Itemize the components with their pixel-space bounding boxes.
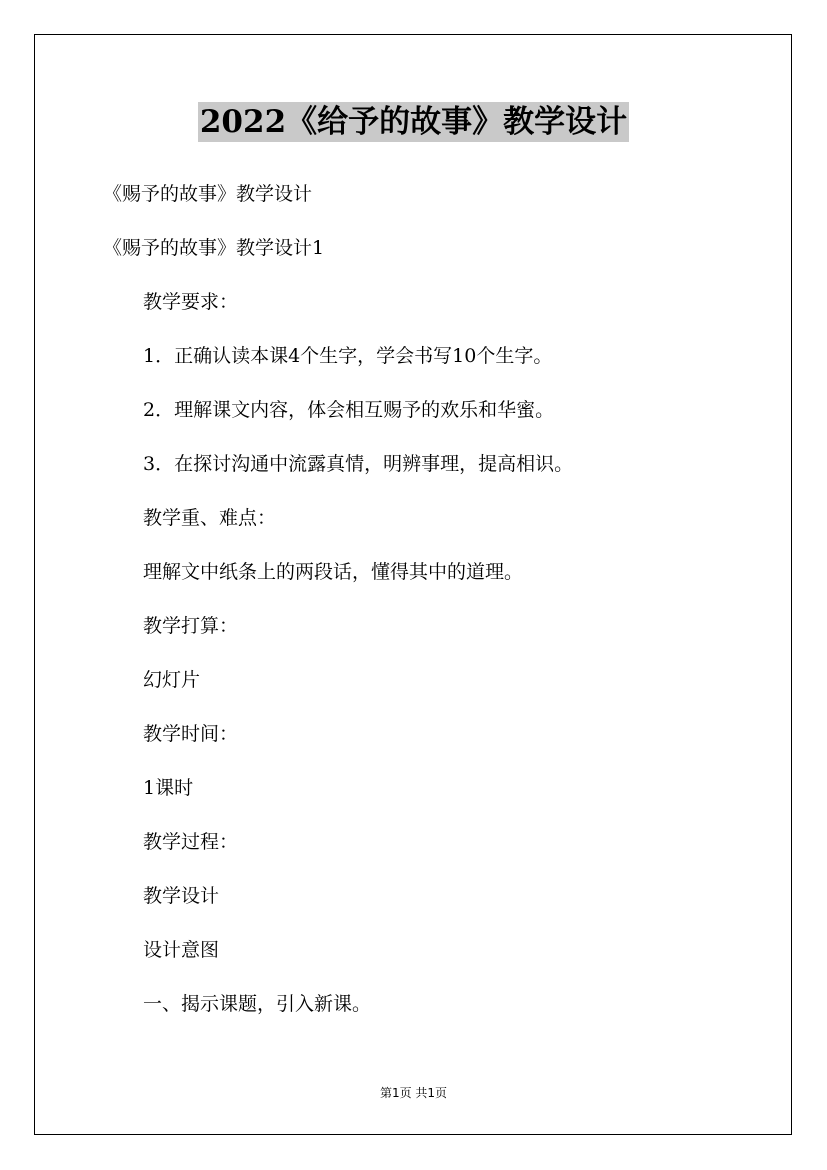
text-line: 教学设计	[143, 885, 220, 907]
text-line: 《赐予的故事》教学设计	[103, 183, 313, 205]
text-line: 教学要求：	[143, 291, 239, 313]
text-line: 教学打算：	[143, 615, 239, 637]
page-footer: 第1页 共1页	[379, 1086, 448, 1100]
text-line: 1课时	[143, 777, 194, 799]
text-line: 1．正确认读本课4个生字，学会书写10个生字。	[143, 345, 553, 367]
text-line: 设计意图	[143, 939, 220, 961]
text-line: 理解文中纸条上的两段话，懂得其中的道理。	[143, 561, 524, 583]
text-line: 一、揭示课题，引入新课。	[143, 993, 372, 1015]
text-line: 教学重、难点：	[143, 507, 277, 529]
text-line: 幻灯片	[143, 669, 201, 691]
text-line: 2．理解课文内容，体会相互赐予的欢乐和华蜜。	[143, 399, 555, 421]
document-title: 2022《给予的故事》教学设计	[199, 104, 628, 140]
text-line: 教学过程：	[143, 831, 239, 853]
text-line: 《赐予的故事》教学设计1	[103, 237, 325, 259]
text-line: 3．在探讨沟通中流露真情，明辨事理，提高相识。	[143, 453, 574, 475]
text-line: 教学时间：	[143, 723, 239, 745]
title-container	[0, 102, 827, 142]
